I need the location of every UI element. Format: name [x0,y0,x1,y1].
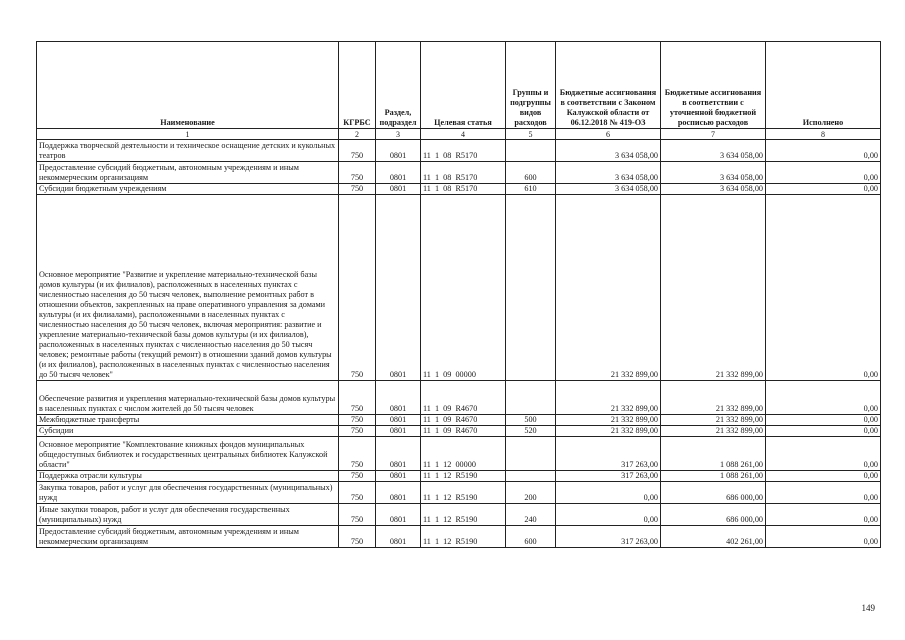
row-section: 0801 [376,526,421,548]
row-refined: 21 332 899,00 [661,381,766,415]
row-name: Субсидии [37,426,339,437]
row-refined: 3 634 058,00 [661,140,766,162]
row-target: 11 1 09 R4670 [421,415,506,426]
row-section: 0801 [376,415,421,426]
row-law: 3 634 058,00 [556,162,661,184]
column-number: 5 [506,129,556,140]
table-row [37,482,881,504]
row-refined: 1 088 261,00 [661,471,766,482]
row-section: 0801 [376,426,421,437]
row-law: 0,00 [556,482,661,504]
row-executed: 0,00 [766,504,881,526]
header-section: Раздел, подраздел [376,42,421,129]
row-executed: 0,00 [766,381,881,415]
row-executed: 0,00 [766,415,881,426]
row-target: 11 1 09 R4670 [421,381,506,415]
table-row [37,195,881,381]
row-kgrbs: 750 [339,140,376,162]
row-group [506,381,556,415]
row-refined: 686 000,00 [661,504,766,526]
row-target: 11 1 08 R5170 [421,184,506,195]
row-executed: 0,00 [766,162,881,184]
table-row [37,415,881,426]
row-law: 21 332 899,00 [556,415,661,426]
row-group: 600 [506,526,556,548]
row-name: Поддержка отрасли культуры [37,471,339,482]
row-refined: 1 088 261,00 [661,437,766,471]
row-kgrbs: 750 [339,195,376,381]
row-target: 11 1 12 R5190 [421,482,506,504]
row-kgrbs: 750 [339,426,376,437]
row-refined: 686 000,00 [661,482,766,504]
row-section: 0801 [376,381,421,415]
column-number: 1 [37,129,339,140]
row-section: 0801 [376,140,421,162]
row-kgrbs: 750 [339,184,376,195]
row-target: 11 1 12 R5190 [421,504,506,526]
row-refined: 21 332 899,00 [661,195,766,381]
page-number: 149 [861,603,875,613]
row-executed: 0,00 [766,526,881,548]
row-executed: 0,00 [766,471,881,482]
row-section: 0801 [376,504,421,526]
row-section: 0801 [376,437,421,471]
row-target: 11 1 08 R5170 [421,140,506,162]
row-kgrbs: 750 [339,162,376,184]
row-law: 317 263,00 [556,471,661,482]
row-law: 317 263,00 [556,526,661,548]
row-section: 0801 [376,184,421,195]
row-target: 11 1 09 R4670 [421,426,506,437]
row-law: 0,00 [556,504,661,526]
table-row [37,526,881,548]
row-refined: 3 634 058,00 [661,184,766,195]
row-group [506,471,556,482]
table-row [37,426,881,437]
column-number: 2 [339,129,376,140]
row-law: 3 634 058,00 [556,140,661,162]
row-name: Основное мероприятие "Комплектование книжных фондов муниципальных общедоступных библиотек и государственных центральных библиотек Калужской области" [37,437,339,471]
row-name: Иные закупки товаров, работ и услуг для обеспечения государственных (муниципальных) нужд [37,504,339,526]
row-target: 11 1 12 R5190 [421,471,506,482]
row-kgrbs: 750 [339,482,376,504]
row-group: 500 [506,415,556,426]
row-group: 610 [506,184,556,195]
row-executed: 0,00 [766,184,881,195]
budget-table [36,41,881,548]
row-law: 317 263,00 [556,437,661,471]
table-row [37,504,881,526]
row-name: Предоставление субсидий бюджетным, автономным учреждениям и иным некоммерческим организациям [37,526,339,548]
row-section: 0801 [376,482,421,504]
table-row [37,184,881,195]
row-group: 600 [506,162,556,184]
row-law: 3 634 058,00 [556,184,661,195]
row-executed: 0,00 [766,426,881,437]
row-group [506,140,556,162]
row-kgrbs: 750 [339,381,376,415]
row-name: Предоставление субсидий бюджетным, автономным учреждениям и иным некоммерческим организациям [37,162,339,184]
row-group: 520 [506,426,556,437]
header-executed: Исполнено [766,42,881,129]
column-number: 6 [556,129,661,140]
column-number-row [37,129,881,140]
row-executed: 0,00 [766,195,881,381]
table-body [37,140,881,548]
row-kgrbs: 750 [339,415,376,426]
row-name: Поддержка творческой деятельности и техническое оснащение детских и кукольных театров [37,140,339,162]
row-group: 240 [506,504,556,526]
table-row [37,140,881,162]
row-refined: 21 332 899,00 [661,426,766,437]
row-name: Субсидии бюджетным учреждениям [37,184,339,195]
column-number: 3 [376,129,421,140]
table-row [37,381,881,415]
row-name: Основное мероприятие "Развитие и укрепление материально-технической базы домов культуры (и их филиалов), расположенных в населенных пунктах с численностью населения до 50 тысяч человек, выполнение ремонтных работ в отношении объектов, закрепленных на праве оперативного управления за домами культуры (и их филиалами), расположенными в населенных пунктах с численностью населения до 50 тысяч человек, включая мероприятия: развитие и укрепление материально-технической базы домов культуры (и их филиалов), расположенных в населенных пунктах с численностью населения до 50 тысяч человек; ремонтные работы (текущий ремонт) в отношении зданий домов культуры (и их филиалов), расположенных в населенных пунктах с численностью населения до 50 тысяч человек" [37,195,339,381]
row-refined: 21 332 899,00 [661,415,766,426]
row-law: 21 332 899,00 [556,426,661,437]
row-section: 0801 [376,471,421,482]
header-refined: Бюджетные ассигнования в соответствии с уточненной бюджетной росписью расходов [661,42,766,129]
header-target: Целевая статья [421,42,506,129]
row-name: Закупка товаров, работ и услуг для обеспечения государственных (муниципальных) нужд [37,482,339,504]
header-name: Наименование [37,42,339,129]
row-kgrbs: 750 [339,437,376,471]
row-target: 11 1 12 R5190 [421,526,506,548]
row-refined: 3 634 058,00 [661,162,766,184]
row-name: Межбюджетные трансферты [37,415,339,426]
row-kgrbs: 750 [339,504,376,526]
row-executed: 0,00 [766,140,881,162]
table-row [37,471,881,482]
header-kgrbs: КГРБС [339,42,376,129]
row-group: 200 [506,482,556,504]
column-number: 7 [661,129,766,140]
header-groups: Группы и подгруппы видов расходов [506,42,556,129]
row-target: 11 1 09 00000 [421,195,506,381]
row-target: 11 1 12 00000 [421,437,506,471]
column-number: 8 [766,129,881,140]
row-section: 0801 [376,195,421,381]
row-executed: 0,00 [766,482,881,504]
table-header [37,42,881,140]
row-refined: 402 261,00 [661,526,766,548]
row-section: 0801 [376,162,421,184]
row-executed: 0,00 [766,437,881,471]
row-target: 11 1 08 R5170 [421,162,506,184]
header-law: Бюджетные ассигнования в соответствии с Законом Калужской области от 06.12.2018 № 419-ОЗ [556,42,661,129]
table-row [37,437,881,471]
column-number: 4 [421,129,506,140]
row-group [506,437,556,471]
row-law: 21 332 899,00 [556,381,661,415]
row-group [506,195,556,381]
row-kgrbs: 750 [339,471,376,482]
row-law: 21 332 899,00 [556,195,661,381]
table-row [37,162,881,184]
row-name: Обеспечение развития и укрепления материально-технической базы домов культуры в населенных пунктах с числом жителей до 50 тысяч человек [37,381,339,415]
row-kgrbs: 750 [339,526,376,548]
